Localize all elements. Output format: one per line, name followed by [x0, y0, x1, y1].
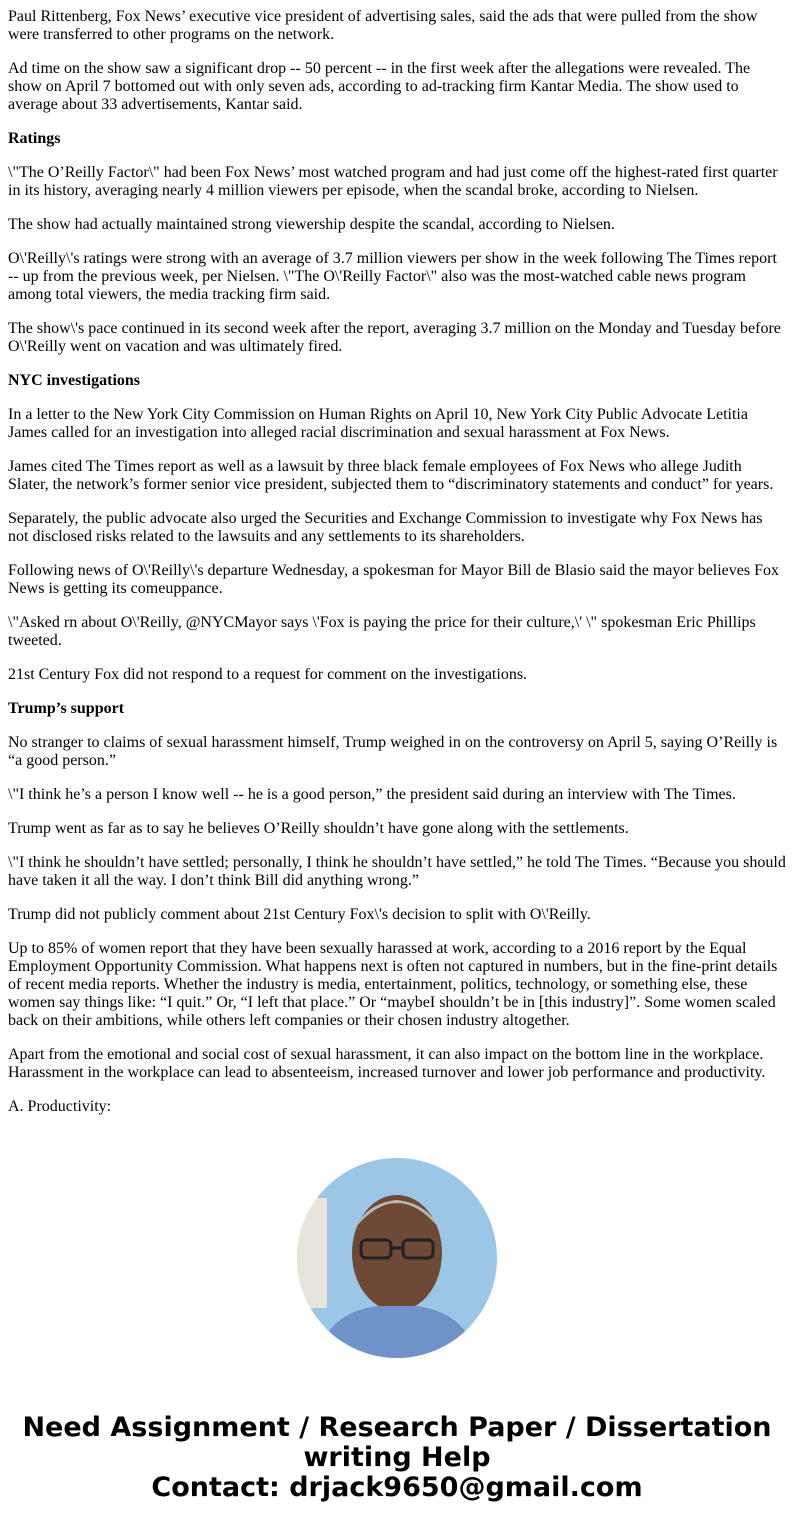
- section-heading: NYC investigations: [8, 372, 141, 389]
- paragraph: A. Productivity:: [8, 1098, 112, 1115]
- paragraph: In a letter to the New York City Commission on Human Rights on April 10, New York City Public Advocate Letitia James called for an investigation into alleged racial discrimination and sexual harassment at Fox News.: [8, 406, 748, 441]
- paragraph: Up to 85% of women report that they have been sexually harassed at work, according to a 2016 report by the Equal Employment Opportunity Commission. What happens next is often not captured in numbers, but in the fine-print details of recent media reports. Whether the industry is media, entertainment, politics, technology, or something else, these women say things like: “I quit.” Or, “I left that place.” Or “maybeI shouldn’t be in [this industry]”. Some women scaled back on their ambitions, while others left companies or their chosen industry altogether.: [8, 940, 778, 1029]
- paragraph: Trump did not publicly comment about 21st Century Fox\'s decision to split with O\'Reilly.: [8, 906, 591, 923]
- author-avatar: [297, 1158, 497, 1358]
- paragraph: The show\'s pace continued in its second week after the report, averaging 3.7 million on the Monday and Tuesday before O\'Reilly went on vacation and was ultimately fired.: [8, 320, 781, 355]
- paragraph: \"I think he’s a person I know well -- he is a good person,” the president said during an interview with The Times.: [8, 786, 736, 803]
- paragraph: The show had actually maintained strong viewership despite the scandal, according to Nielsen.: [8, 216, 615, 233]
- banner-headline: Need Assignment / Research Paper / Dissertation writing Help: [22, 1412, 772, 1473]
- section-heading: Trump’s support: [8, 700, 125, 717]
- banner-contact: Contact: drjack9650@gmail.com: [151, 1472, 643, 1503]
- paragraph: \"I think he shouldn’t have settled; personally, I think he shouldn’t have settled,” he told The Times. “Because you should have taken it all the way. I don’t think Bill did anything wrong.”: [8, 854, 786, 889]
- article-body: [8, 8, 786, 1116]
- paragraph: Following news of O\'Reilly\'s departure Wednesday, a spokesman for Mayor Bill de Blasio said the mayor believes Fox News is getting its comeuppance.: [8, 562, 780, 597]
- paragraph: O\'Reilly\'s ratings were strong with an average of 3.7 million viewers per show in the week following The Times report -- up from the previous week, per Nielsen. \"The O\'Reilly Factor\" also was the most-watched cable news program among total viewers, the media tracking firm said.: [8, 250, 777, 303]
- paragraph: No stranger to claims of sexual harassment himself, Trump weighed in on the controversy on April 5, saying O’Reilly is “a good person.”: [8, 734, 778, 769]
- paragraph: Ad time on the show saw a significant drop -- 50 percent -- in the first week after the allegations were revealed. The show on April 7 bottomed out with only seven ads, according to ad-tracking firm Kantar Media. The show used to average about 33 advertisements, Kantar said.: [8, 60, 751, 113]
- paragraph: \"Asked rn about O\'Reilly, @NYCMayor says \'Fox is paying the price for their culture,\' \" spokesman Eric Phillips tweeted.: [8, 614, 756, 649]
- paragraph: 21st Century Fox did not respond to a request for comment on the investigations.: [8, 666, 528, 683]
- paragraph: \"The O’Reilly Factor\" had been Fox News’ most watched program and had just come off the highest-rated first quarter in its history, averaging nearly 4 million viewers per episode, when the scandal broke, according to Nielsen.: [8, 164, 778, 199]
- paragraph: Trump went as far as to say he believes O’Reilly shouldn’t have gone along with the settlements.: [8, 820, 629, 837]
- paragraph: Separately, the public advocate also urged the Securities and Exchange Commission to investigate why Fox News has not disclosed risks related to the lawsuits and any settlements to its shareholders.: [8, 510, 763, 545]
- avatar-container: [8, 1158, 786, 1363]
- paragraph: Paul Rittenberg, Fox News’ executive vice president of advertising sales, said the ads that were pulled from the show were transferred to other programs on the network.: [8, 8, 758, 43]
- paragraph: Apart from the emotional and social cost of sexual harassment, it can also impact on the bottom line in the workplace. Harassment in the workplace can lead to absenteeism, increased turnover and lower job performance and productivity.: [8, 1046, 766, 1081]
- paragraph: James cited The Times report as well as a lawsuit by three black female employees of Fox News who allege Judith Slater, the network’s former senior vice president, subjected them to “discriminatory statements and conduct” for years.: [8, 458, 774, 493]
- contact-banner: [8, 1413, 786, 1503]
- section-heading: Ratings: [8, 130, 61, 147]
